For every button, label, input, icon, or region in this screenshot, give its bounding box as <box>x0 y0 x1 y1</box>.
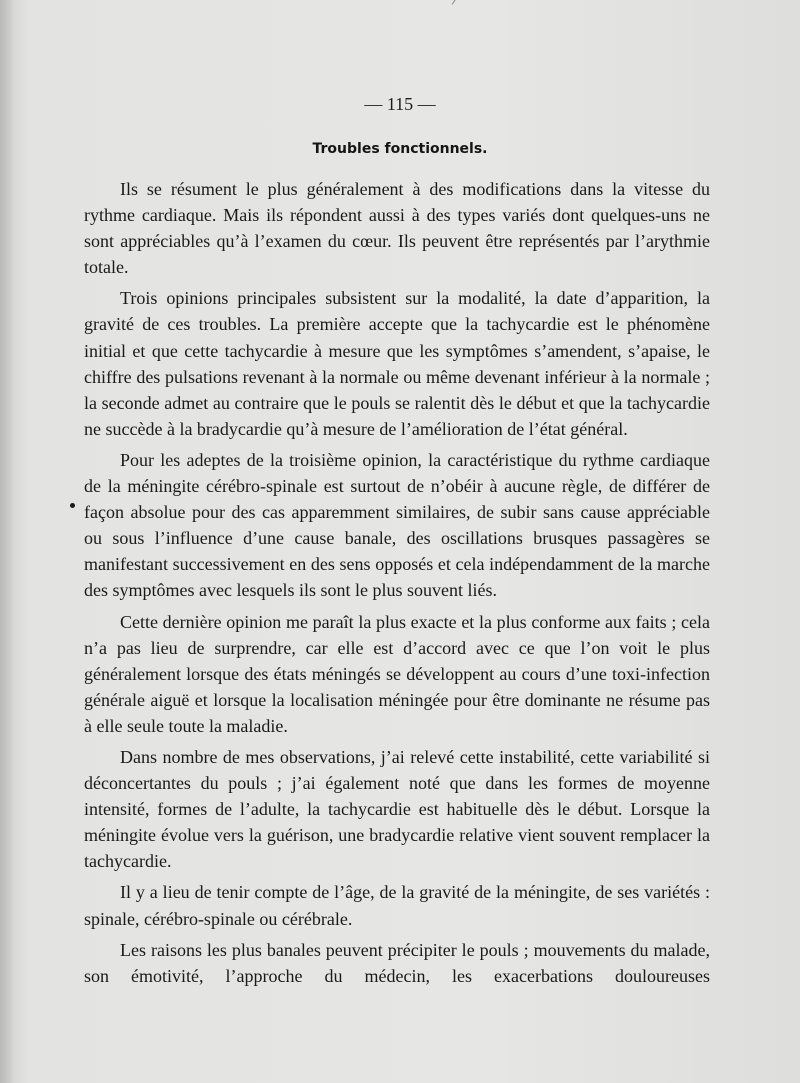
paragraph: Les raisons les plus banales peuvent précipiter le pouls ; mouvements du malade, son émotivité, l’approche du médecin, les exacerbations douloureuses <box>84 939 710 986</box>
paragraph: Pour les adeptes de la troisième opinion, la caractéristique du rythme cardiaque de la méningite cérébro-spinale est surtout de n’obéir à aucune règle, de différer de façon absolue pour des cas apparemment similaires, de subir sans cause appréciable ou sous l’influence d’une cause banale, des oscillations brusques passagères se manifestant successivement en des sens opposés et cela indépendamment de la marche des symptômes avec lesquels ils sont le plus souvent liés. <box>84 449 710 601</box>
paragraph: Ils se résument le plus généralement à des modifications dans la vitesse du rythme cardiaque. Mais ils répondent aussi à des types variés dont quelques-uns ne sont appréciables qu’à l’examen du cœur. Ils peuvent être représentés par l’arythmie totale. <box>84 179 710 278</box>
page-number: — 115 — <box>364 94 436 114</box>
paragraph: Dans nombre de mes observations, j’ai relevé cette instabilité, cette variabilité si déconcertantes du pouls ; j’ai également noté que dans les formes de moyenne intensité, formes de l’adulte, la tachycardie est habituelle dès le début. Lorsque la méningite évolue vers la guérison, une bradycardie relative vient souvent remplacer la tachycardie. <box>84 746 710 872</box>
section-title: Troubles fonctionnels. <box>312 141 488 157</box>
paragraph: Cette dernière opinion me paraît la plus exacte et la plus conforme aux faits ; cela n’a pas lieu de surprendre, car elle est d’accord avec ce que l’on voit le plus généralement lorsque des états méningés se développent au cours d’une toxi-infection générale aiguë et lorsque la localisation méningée pour être dominante ne résume pas à elle seule toute la maladie. <box>84 611 710 736</box>
paper-scratch <box>452 0 465 5</box>
margin-mark <box>70 503 75 508</box>
body-text <box>84 176 710 994</box>
paragraph: Il y a lieu de tenir compte de l’âge, de la gravité de la méningite, de ses variétés : spinale, cérébro-spinale ou cérébrale. <box>84 882 710 929</box>
paragraph: Trois opinions principales subsistent sur la modalité, la date d’apparition, la gravité de ces troubles. La première accepte que la tachycardie est le phénomène initial et que cette tachycardie à mesure que les symptômes s’amendent, s’apaise, le chiffre des pulsations revenant à la normale ou même devenant inférieur à la normale ; la seconde admet au contraire que le pouls se ralentit dès le début et que la tachycardie ne succède à la bradycardie qu’à mesure de l’amélioration de l’état général. <box>84 288 710 439</box>
gutter-shadow <box>0 0 14 1083</box>
